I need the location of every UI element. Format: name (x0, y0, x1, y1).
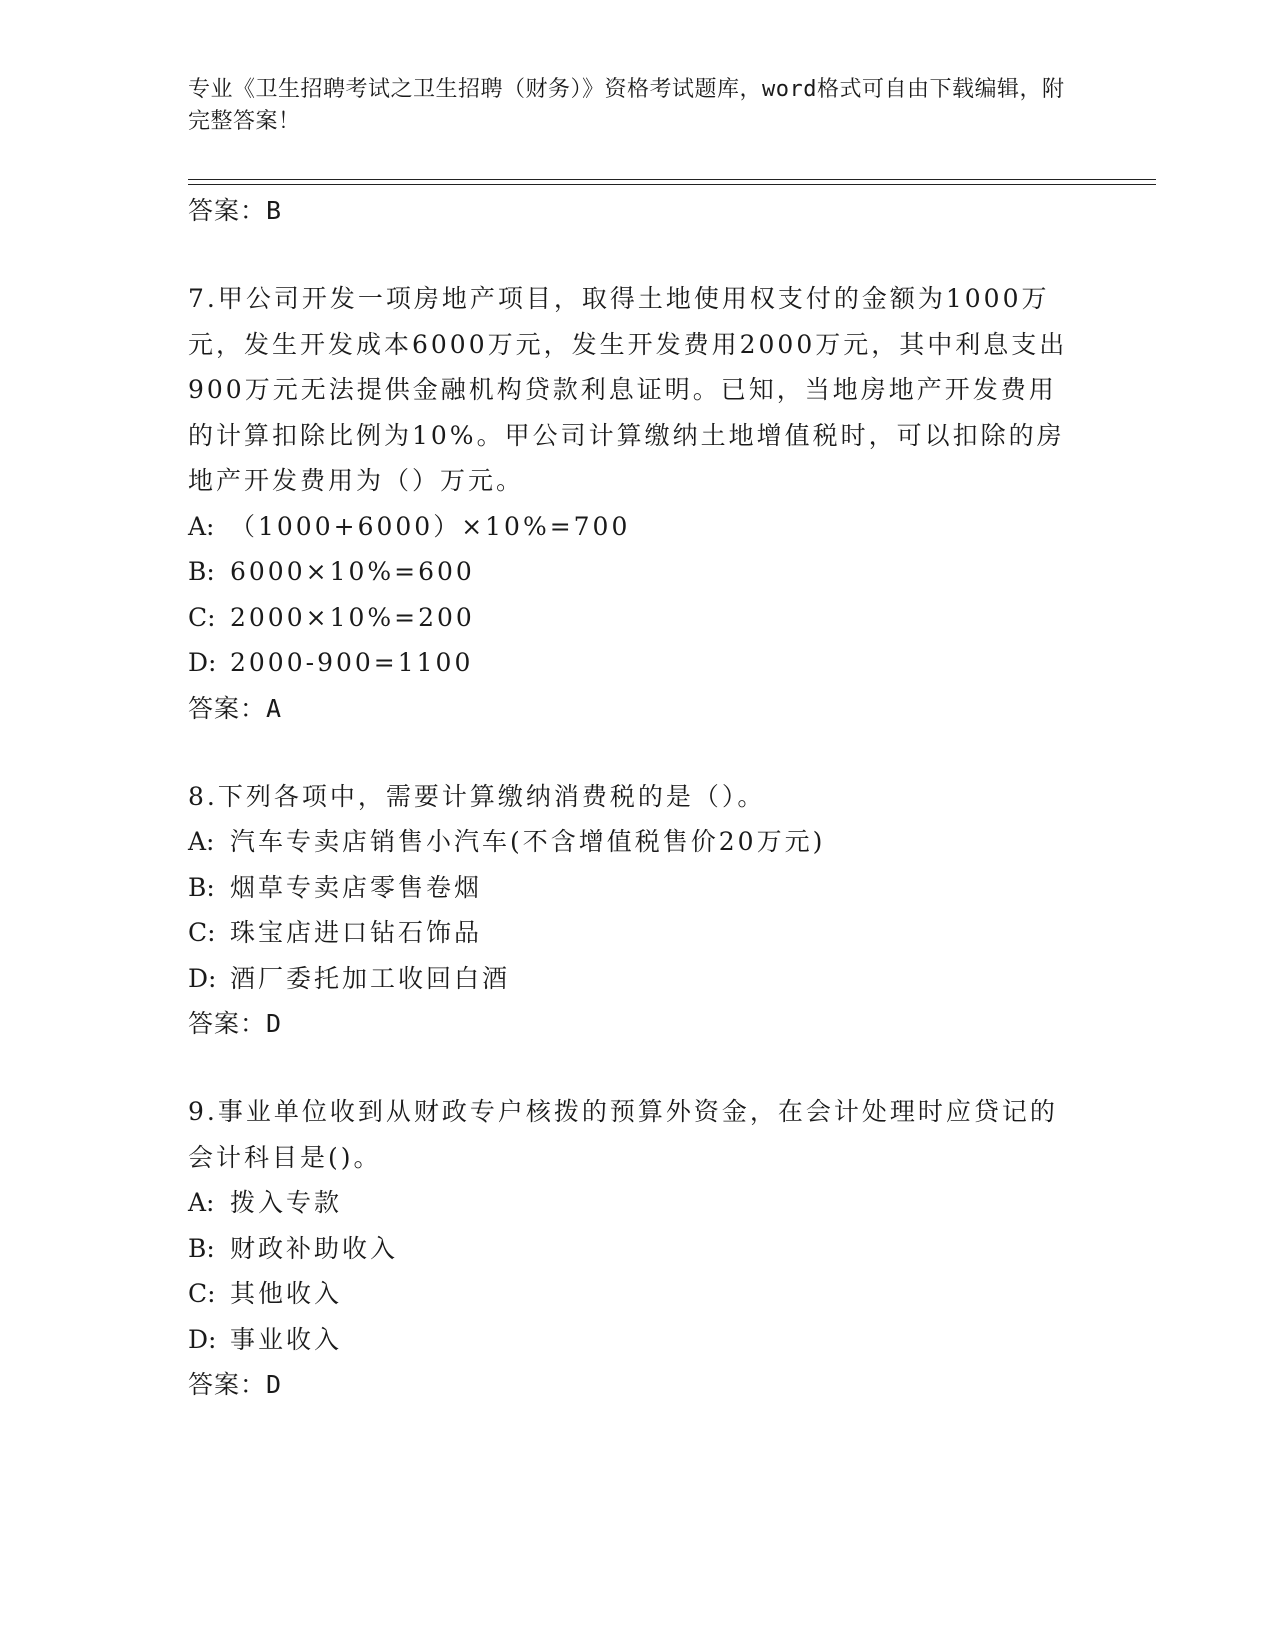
option-key: C: (188, 918, 216, 947)
header-rule-top (188, 179, 1156, 180)
previous-answer: 答案：B (188, 196, 283, 225)
option-key: C: (188, 1279, 216, 1308)
question-text: 8.下列各项中，需要计算缴纳消费税的是（）。 (188, 781, 766, 811)
option-a (188, 819, 1088, 865)
option-key: D: (188, 963, 217, 993)
option-text: 汽车专卖店销售小汽车(不含增值税售价20万元) (230, 827, 826, 856)
question-text: 9.事业单位收到从财政专户核拨的预算外资金，在会计处理时应贷记的会计科目是()。 (188, 1097, 1058, 1172)
option-key: B: (188, 557, 215, 586)
option-key: B: (188, 1233, 215, 1263)
answer: 答案：D (188, 1370, 283, 1399)
option-text: 2000×10%=200 (230, 602, 475, 632)
answer: 答案：D (188, 1009, 283, 1038)
option-c (188, 910, 1088, 956)
option-a (188, 504, 1088, 550)
header-note: 专业《卫生招聘考试之卫生招聘（财务）》资格考试题库，word格式可自由下载编辑，附完整答案！ (188, 77, 1065, 134)
option-text: 其他收入 (230, 1279, 343, 1308)
option-key: C: (188, 602, 216, 632)
option-text: 财政补助收入 (230, 1233, 399, 1263)
option-key: B: (188, 872, 215, 902)
option-text: 2000-900=1100 (230, 648, 474, 677)
option-key: D: (188, 648, 217, 677)
header-rule-bottom (188, 184, 1156, 185)
option-d (188, 956, 1088, 1002)
option-text: 6000×10%=600 (230, 557, 475, 586)
option-d (188, 1317, 1088, 1363)
option-text: 拨入专款 (230, 1188, 343, 1217)
question-9 (188, 1089, 1088, 1408)
question-8 (188, 774, 1088, 1048)
option-c (188, 595, 1088, 641)
option-key: A: (188, 827, 215, 856)
option-b (188, 1226, 1088, 1272)
option-key: A: (188, 511, 215, 541)
option-b (188, 549, 1088, 595)
option-b (188, 865, 1088, 911)
option-key: A: (188, 1188, 215, 1217)
option-d (188, 640, 1088, 686)
question-7 (188, 276, 1088, 732)
question-text: 7.甲公司开发一项房地产项目，取得土地使用权支付的金额为1000万元，发生开发成本6000万元，发生开发费用2000万元，其中利息支出900万元无法提供金融机构贷款利息证明。已知，当地房地产开发费用的计算扣除比例为10%。甲公司计算缴纳土地增值税时，可以扣除的房地产开发费用为（）万元。 (188, 284, 1068, 495)
option-text: 酒厂委托加工收回白酒 (230, 963, 511, 993)
option-text: （1000+6000）×10%=700 (230, 511, 631, 541)
question-list (188, 188, 1088, 1408)
answer: 答案：A (188, 693, 283, 723)
option-c (188, 1271, 1088, 1317)
option-text: 事业收入 (230, 1324, 343, 1354)
option-text: 珠宝店进口钻石饰品 (230, 918, 483, 947)
option-a (188, 1180, 1088, 1226)
option-key: D: (188, 1324, 217, 1354)
option-text: 烟草专卖店零售卷烟 (230, 872, 483, 902)
